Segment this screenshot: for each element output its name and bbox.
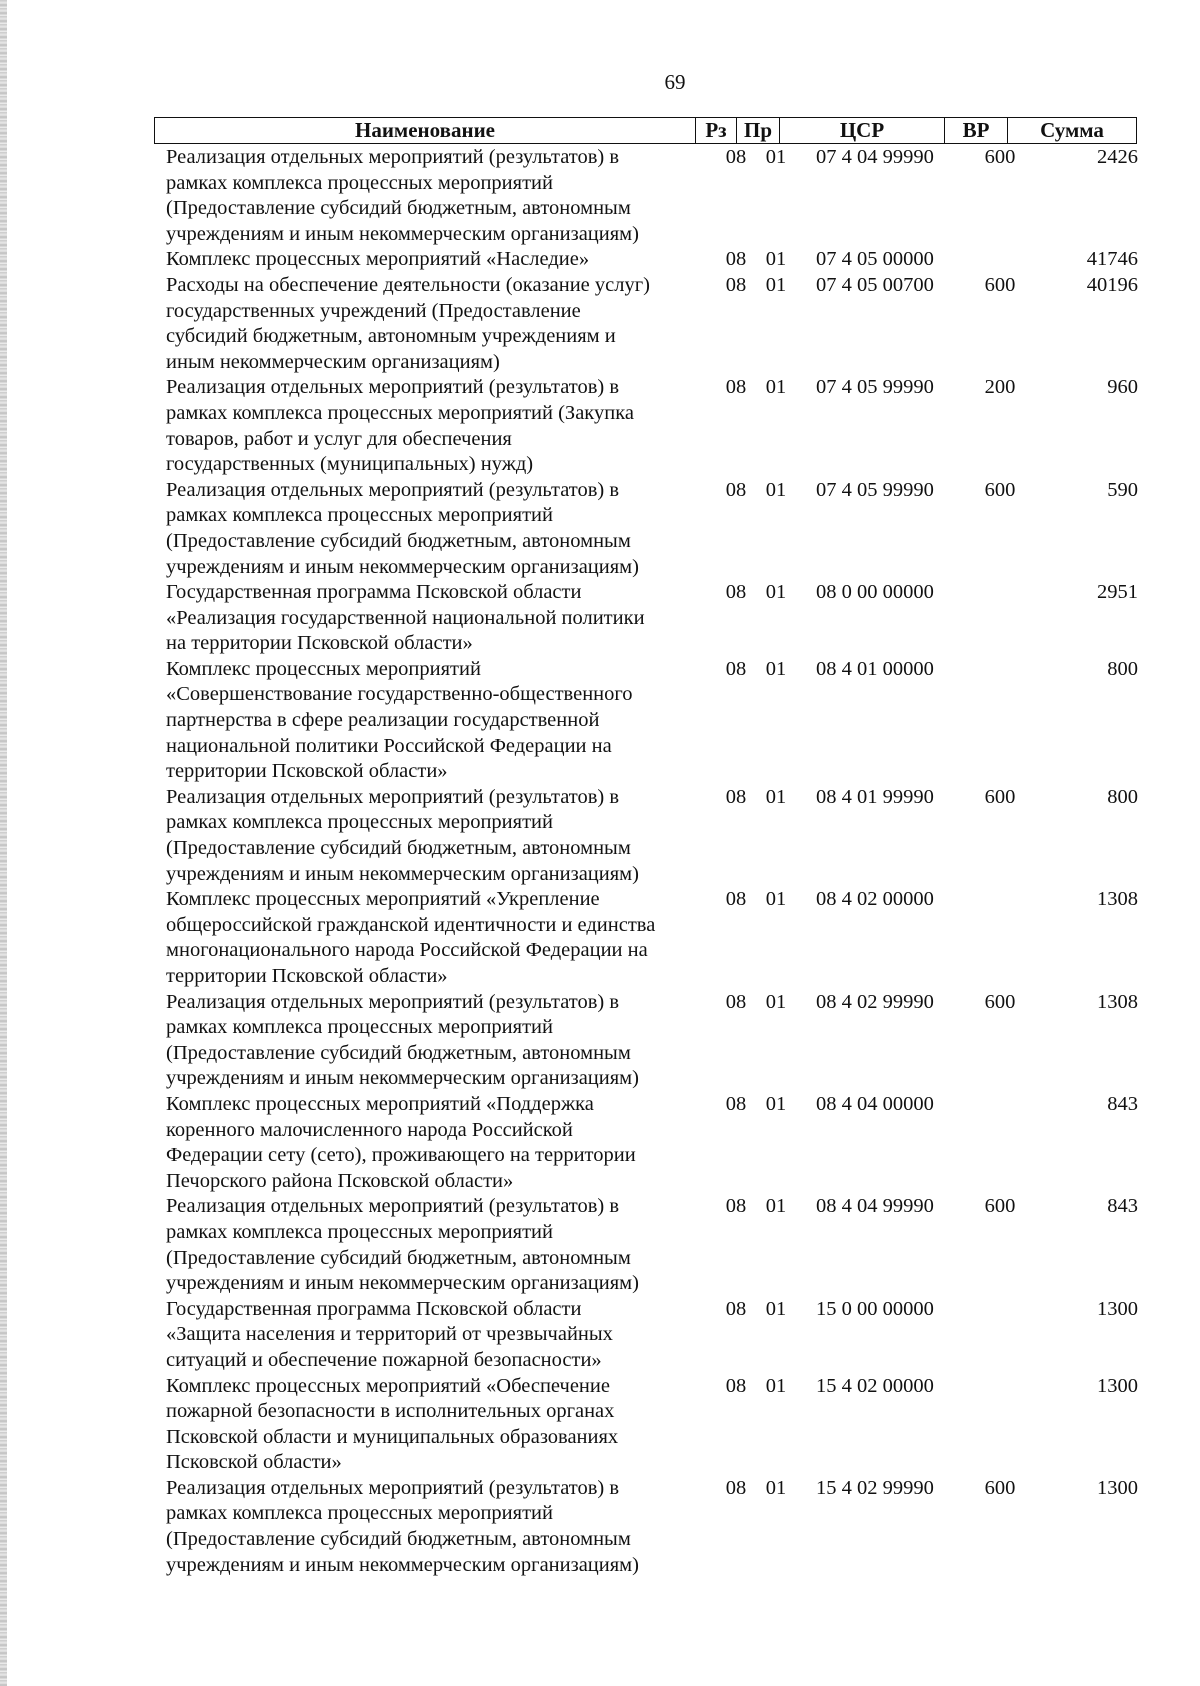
row-pr: 01 xyxy=(765,478,787,501)
row-sum: 41746 xyxy=(1086,248,1138,271)
row-pr: 01 xyxy=(765,990,787,1013)
page-number: 69 xyxy=(664,70,686,94)
row-csr: 07 4 05 00700 xyxy=(816,273,934,296)
row-rz: 08 xyxy=(725,1374,747,1397)
row-rz: 08 xyxy=(725,273,747,296)
table-row xyxy=(166,785,1136,887)
row-sum: 843 xyxy=(1107,1195,1138,1218)
row-sum: 843 xyxy=(1107,1092,1138,1115)
row-csr: 08 4 02 99990 xyxy=(816,990,934,1013)
table-header xyxy=(154,117,1137,144)
row-rz: 08 xyxy=(725,1476,747,1499)
table-row xyxy=(166,247,1136,273)
row-name: Реализация отдельных мероприятий (результатов) в рамках комплекса процессных мероприятий (Предоставление субсидий бюджетным, автономным учреждениям и иным некоммерческим организациям) xyxy=(166,990,639,1090)
row-sum: 1300 xyxy=(1097,1374,1138,1397)
row-pr: 01 xyxy=(765,146,787,168)
row-name: Реализация отдельных мероприятий (результатов) в рамках комплекса процессных мероприятий (Закупка товаров, работ и услуг для обеспечения государственных (муниципальных) нужд) xyxy=(166,376,634,476)
row-rz: 08 xyxy=(725,785,747,808)
header-pr: Пр xyxy=(736,118,779,143)
row-rz: 08 xyxy=(725,1297,747,1320)
row-pr: 01 xyxy=(765,248,787,271)
row-csr: 15 4 02 00000 xyxy=(816,1374,934,1397)
row-sum: 1308 xyxy=(1097,888,1138,911)
row-name: Комплекс процессных мероприятий «Наследие» xyxy=(166,248,590,271)
row-name: Реализация отдельных мероприятий (результатов) в рамках комплекса процессных мероприятий (Предоставление субсидий бюджетным, автономным учреждениям и иным некоммерческим организациям) xyxy=(166,146,639,245)
row-sum: 800 xyxy=(1107,785,1138,808)
row-name: Реализация отдельных мероприятий (результатов) в рамках комплекса процессных мероприятий (Предоставление субсидий бюджетным, автономным учреждениям и иным некоммерческим организациям) xyxy=(166,785,639,885)
row-pr: 01 xyxy=(765,1374,787,1397)
row-sum: 2426 xyxy=(1097,146,1138,168)
row-csr: 15 0 00 00000 xyxy=(816,1297,934,1320)
row-sum: 800 xyxy=(1107,657,1138,680)
row-sum: 590 xyxy=(1107,478,1138,501)
row-name: Государственная программа Псковской области «Реализация государственной национальной политики на территории Псковской области» xyxy=(166,581,645,655)
row-name: Государственная программа Псковской области «Защита населения и территорий от чрезвычайных ситуаций и обеспечение пожарной безопасности» xyxy=(166,1297,613,1371)
row-name: Реализация отдельных мероприятий (результатов) в рамках комплекса процессных мероприятий (Предоставление субсидий бюджетным, автономным учреждениям и иным некоммерческим организациям) xyxy=(166,1195,639,1295)
row-csr: 07 4 04 99990 xyxy=(816,146,934,168)
row-csr: 07 4 05 00000 xyxy=(816,248,934,271)
table-row xyxy=(166,478,1136,580)
header-vr: ВР xyxy=(944,118,1007,143)
row-vr: 600 xyxy=(984,990,1016,1013)
row-name: Комплекс процессных мероприятий «Совершенствование государственно-общественного партнерства в сфере реализации государственной национальной политики Российской Федерации на территории Псковской области» xyxy=(166,657,633,783)
table-row xyxy=(166,1297,1136,1374)
row-rz: 08 xyxy=(725,990,747,1013)
row-sum: 2951 xyxy=(1097,581,1138,604)
row-csr: 08 0 00 00000 xyxy=(816,581,934,604)
row-vr: 600 xyxy=(984,146,1016,168)
row-name: Комплекс процессных мероприятий «Поддержка коренного малочисленного народа Российской Федерации сету (сето), проживающего на территории Печорского района Псковской области» xyxy=(166,1092,636,1192)
table-row xyxy=(166,1194,1136,1296)
row-pr: 01 xyxy=(765,888,787,911)
row-csr: 08 4 02 00000 xyxy=(816,888,934,911)
table-row xyxy=(166,273,1136,375)
table-row xyxy=(166,375,1136,477)
row-rz: 08 xyxy=(725,581,747,604)
row-rz: 08 xyxy=(725,376,747,399)
row-name: Реализация отдельных мероприятий (результатов) в рамках комплекса процессных мероприятий (Предоставление субсидий бюджетным, автономным учреждениям и иным некоммерческим организациям) xyxy=(166,478,639,578)
row-name: Комплекс процессных мероприятий «Обеспечение пожарной безопасности в исполнительных органах Псковской области и муниципальных образованиях Псковской области» xyxy=(166,1374,619,1474)
row-sum: 960 xyxy=(1107,376,1138,399)
row-sum: 1308 xyxy=(1097,990,1138,1013)
row-vr: 200 xyxy=(984,376,1016,399)
row-name: Комплекс процессных мероприятий «Укрепление общероссийской гражданской идентичности и единства многонационального народа Российской Федерации на территории Псковской области» xyxy=(166,888,656,987)
table-row xyxy=(166,657,1136,785)
row-rz: 08 xyxy=(725,478,747,501)
row-name: Реализация отдельных мероприятий (результатов) в рамках комплекса процессных мероприятий (Предоставление субсидий бюджетным, автономным учреждениям и иным некоммерческим организациям) xyxy=(166,1476,639,1576)
row-csr: 08 4 04 00000 xyxy=(816,1092,934,1115)
row-pr: 01 xyxy=(765,581,787,604)
row-csr: 08 4 01 00000 xyxy=(816,657,934,680)
row-rz: 08 xyxy=(725,888,747,911)
row-pr: 01 xyxy=(765,785,787,808)
row-name: Расходы на обеспечение деятельности (оказание услуг) государственных учреждений (Предоставление субсидий бюджетным, автономным учреждениям и иным некоммерческим организациям) xyxy=(166,273,650,373)
row-rz: 08 xyxy=(725,1195,747,1218)
row-rz: 08 xyxy=(725,657,747,680)
row-vr: 600 xyxy=(984,1476,1016,1499)
row-sum: 40196 xyxy=(1086,273,1138,296)
row-vr: 600 xyxy=(984,478,1016,501)
header-csr: ЦСР xyxy=(779,118,944,143)
row-pr: 01 xyxy=(765,376,787,399)
row-vr: 600 xyxy=(984,1195,1016,1218)
row-pr: 01 xyxy=(765,1092,787,1115)
row-vr: 600 xyxy=(984,785,1016,808)
row-csr: 07 4 05 99990 xyxy=(816,478,934,501)
table-row xyxy=(166,580,1136,657)
table-row xyxy=(166,1476,1136,1578)
row-pr: 01 xyxy=(765,1195,787,1218)
header-name: Наименование xyxy=(355,118,495,142)
table-row xyxy=(166,887,1136,989)
row-vr: 600 xyxy=(984,273,1016,296)
row-pr: 01 xyxy=(765,657,787,680)
header-sum: Сумма xyxy=(1007,118,1136,143)
scan-edge xyxy=(0,0,7,1686)
table-row xyxy=(166,1092,1136,1194)
row-sum: 1300 xyxy=(1097,1297,1138,1320)
row-rz: 08 xyxy=(725,1092,747,1115)
row-csr: 08 4 04 99990 xyxy=(816,1195,934,1218)
row-csr: 15 4 02 99990 xyxy=(816,1476,934,1499)
table-row xyxy=(166,145,1136,247)
row-csr: 08 4 01 99990 xyxy=(816,785,934,808)
table-row xyxy=(166,990,1136,1092)
table-body xyxy=(166,145,1136,1578)
row-pr: 01 xyxy=(765,1297,787,1320)
row-rz: 08 xyxy=(725,248,747,271)
row-pr: 01 xyxy=(765,273,787,296)
row-csr: 07 4 05 99990 xyxy=(816,376,934,399)
header-rz: Рз xyxy=(695,118,736,143)
table-row xyxy=(166,1374,1136,1476)
row-rz: 08 xyxy=(725,146,747,168)
row-pr: 01 xyxy=(765,1476,787,1499)
row-sum: 1300 xyxy=(1097,1476,1138,1499)
